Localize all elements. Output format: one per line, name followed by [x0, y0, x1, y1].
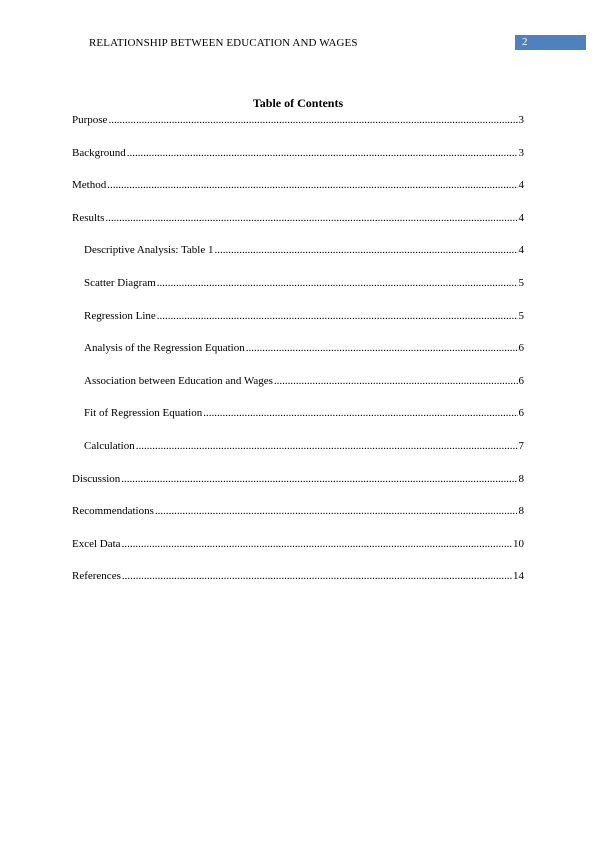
toc-entry-regression-line[interactable]: [72, 309, 524, 342]
toc-entry-fit-of-regression[interactable]: [72, 406, 524, 439]
toc-entry-label: Scatter Diagram: [84, 276, 156, 289]
dot-leader: [122, 569, 512, 583]
toc-entry-page: 3: [518, 146, 524, 159]
toc-entry-page: 6: [518, 342, 524, 355]
toc-entry-page: 6: [518, 374, 524, 387]
toc-entry-label: Fit of Regression Equation: [84, 407, 203, 420]
page-number-badge: 2: [515, 35, 586, 50]
toc-entry-page: 7: [518, 439, 524, 452]
dot-leader: [214, 243, 517, 257]
dot-leader: [122, 537, 512, 551]
toc-entry-page: 4: [518, 211, 524, 224]
toc-entry-purpose[interactable]: [72, 113, 524, 146]
toc-entry-label: Purpose: [72, 114, 108, 126]
toc-entry-page: 6: [518, 407, 524, 420]
dot-leader: [121, 472, 517, 486]
running-header-title: RELATIONSHIP BETWEEN EDUCATION AND WAGES: [89, 37, 358, 49]
dot-leader: [157, 309, 518, 323]
toc-entry-page: 8: [518, 505, 524, 518]
toc-entry-page: 5: [518, 309, 524, 322]
toc-entry-background[interactable]: [72, 146, 524, 179]
dot-leader: [155, 504, 518, 518]
toc-entry-page: 5: [518, 276, 524, 289]
toc-entry-references[interactable]: [72, 569, 524, 602]
toc-entry-page: 14: [513, 570, 524, 583]
toc-entry-page: 4: [518, 244, 524, 257]
toc-entry-label: Discussion: [72, 472, 121, 485]
toc-entry-label: Results: [72, 211, 105, 224]
toc-entry-page: 4: [518, 179, 524, 192]
toc-entry-label: References: [72, 570, 121, 583]
toc-entry-label: Calculation: [84, 439, 135, 452]
dot-leader: [246, 341, 518, 355]
toc-entry-label: Recommendations: [72, 505, 154, 518]
dot-leader: [108, 113, 517, 127]
toc-entry-method[interactable]: [72, 178, 524, 211]
toc-entry-label: Regression Line: [84, 309, 156, 322]
dot-leader: [105, 211, 517, 225]
toc-entry-calculation[interactable]: [72, 439, 524, 472]
table-of-contents: [72, 113, 524, 602]
dot-leader: [127, 146, 518, 160]
toc-entry-label: Descriptive Analysis: Table 1: [84, 244, 214, 257]
toc-entry-discussion[interactable]: [72, 472, 524, 505]
toc-entry-results[interactable]: [72, 211, 524, 244]
toc-entry-label: Method: [72, 179, 107, 192]
dot-leader: [136, 439, 518, 453]
toc-entry-regression-analysis[interactable]: [72, 341, 524, 374]
dot-leader: [157, 276, 518, 290]
toc-entry-descriptive-analysis[interactable]: [72, 243, 524, 276]
toc-entry-label: Background: [72, 146, 126, 159]
toc-entry-page: 3: [518, 114, 524, 126]
toc-entry-label: Analysis of the Regression Equation: [84, 342, 245, 355]
toc-entry-scatter-diagram[interactable]: [72, 276, 524, 309]
toc-heading: Table of Contents: [252, 96, 344, 110]
toc-entry-page: 10: [513, 537, 524, 550]
toc-entry-association[interactable]: [72, 374, 524, 407]
dot-leader: [274, 374, 518, 388]
toc-entry-label: Excel Data: [72, 537, 121, 550]
dot-leader: [107, 178, 517, 192]
toc-entry-recommendations[interactable]: [72, 504, 524, 537]
dot-leader: [203, 406, 517, 420]
toc-entry-excel-data[interactable]: [72, 537, 524, 570]
toc-entry-label: Association between Education and Wages: [84, 374, 273, 387]
toc-entry-page: 8: [518, 472, 524, 485]
